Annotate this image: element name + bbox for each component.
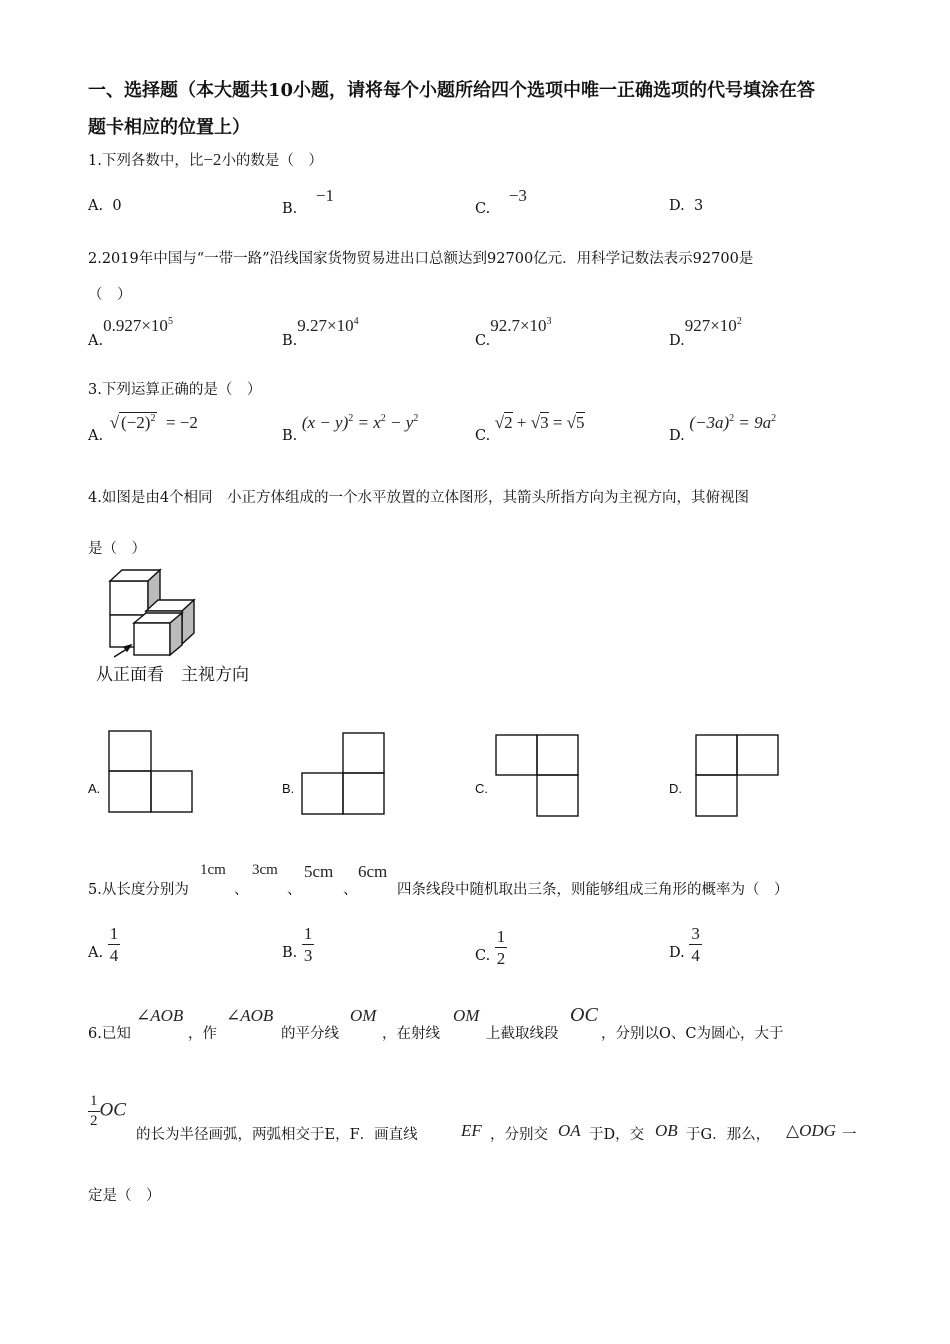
exponent: 2	[380, 413, 386, 424]
tail: − y	[385, 413, 414, 432]
option-letter: D.	[669, 333, 685, 349]
coef: 0.927	[103, 316, 142, 335]
separator: 、	[234, 882, 249, 898]
length-1: 1cm	[200, 862, 226, 878]
option-letter: C.	[475, 201, 491, 217]
q5-option-b[interactable]	[282, 925, 314, 964]
q2-option-c[interactable]	[475, 316, 552, 349]
q2-option-d[interactable]	[669, 316, 742, 349]
numerator: 3	[691, 924, 700, 943]
option-value: −1	[315, 186, 334, 205]
q1-expr: −2	[203, 150, 222, 169]
option-letter: A.	[88, 944, 104, 961]
q6-text-3: 的平分线	[281, 1026, 339, 1042]
math-text: OC	[99, 1099, 126, 1121]
q4-option-a-letter[interactable]: A.	[88, 781, 101, 796]
question-1-stem	[88, 149, 323, 170]
option-letter: D.	[669, 944, 685, 961]
coef: 9.27	[297, 316, 328, 335]
option-value: 0	[112, 198, 122, 214]
question-5-stem-a: 5.从长度分别为	[88, 882, 189, 898]
separator: 、	[287, 882, 302, 898]
math-text: △ODG	[786, 1121, 836, 1140]
q5-option-a[interactable]	[88, 925, 120, 964]
option-letter: A.	[88, 198, 104, 214]
q6-text-7: 的长为半径画弧，两弧相交于E，F．画直线	[136, 1127, 418, 1143]
numerator: 1	[496, 927, 506, 946]
q5-option-c[interactable]	[475, 928, 507, 967]
q1-text-a: 1.下列各数中，比	[88, 153, 204, 169]
exponent: 4	[353, 316, 359, 327]
option-letter: A.	[88, 428, 104, 444]
q6-half-oc	[88, 1094, 126, 1129]
q6-ef	[461, 1121, 482, 1141]
q6-text-12: 定是（ ）	[88, 1188, 161, 1204]
exponent: 2	[413, 413, 419, 424]
q6-triangle-odg	[786, 1121, 836, 1141]
math-text: OB	[655, 1121, 678, 1140]
q1-option-c[interactable]	[475, 186, 527, 217]
radicand: (−2)	[121, 413, 151, 432]
q1-option-a[interactable]	[88, 198, 122, 214]
q6-om-1	[350, 1006, 376, 1026]
q6-ob	[655, 1121, 678, 1141]
lhs: (x − y)	[301, 413, 349, 432]
times-ten: ×10	[710, 316, 737, 335]
option-letter: B.	[282, 201, 298, 217]
q4-option-a-figure[interactable]	[108, 730, 194, 814]
exponent: 2	[736, 316, 742, 327]
section-title-line2: 题卡相应的位置上）	[88, 117, 250, 138]
q6-text-1: 6.已知	[88, 1026, 131, 1042]
q6-text-11: 一	[842, 1127, 857, 1143]
exponent: 2	[150, 413, 156, 424]
cube-stack-figure	[100, 565, 210, 660]
math-text: ∠AOB	[136, 1006, 184, 1025]
option-letter: C.	[475, 947, 491, 964]
exponent: 2	[729, 413, 735, 424]
times-ten: ×10	[141, 316, 168, 335]
q6-text-5: 上截取线段	[486, 1026, 559, 1042]
coef: 927	[684, 316, 711, 335]
separator: 、	[343, 882, 358, 898]
numerator: 1	[90, 1093, 98, 1109]
option-letter: C.	[475, 428, 491, 444]
radicand: 5	[576, 413, 585, 432]
figure-caption: 从正面看 主视方向	[96, 665, 249, 685]
q6-angle-aob-2	[226, 1006, 273, 1026]
coef: 92.7	[490, 316, 520, 335]
q6-oc-1	[570, 1004, 598, 1027]
q5-option-d[interactable]	[669, 925, 702, 964]
q6-text-2: ，作	[188, 1026, 217, 1042]
question-2-stem-line2: （ ）	[88, 287, 132, 303]
q6-text-10: 于G．那么，	[686, 1127, 771, 1143]
q2-option-b[interactable]	[282, 316, 359, 349]
times-ten: ×10	[519, 316, 547, 335]
section-title-line1: 一、选择题（本大题共10小题，请将每个小题所给四个选项中唯一正确选项的代号填涂在答	[88, 80, 816, 101]
rhs: = −2	[165, 413, 198, 432]
q1-option-b[interactable]	[282, 186, 334, 217]
question-2-stem-line1: 2.2019年中国与“一带一路”沿线国家货物贸易进出口总额达到92700亿元．用科学记数法表示92700是	[88, 251, 754, 267]
numerator: 1	[303, 924, 313, 943]
math-text: EF	[461, 1121, 482, 1140]
denominator: 3	[303, 946, 313, 965]
q2-option-a[interactable]	[88, 316, 173, 349]
lhs: (−3a)	[689, 413, 730, 432]
denominator: 2	[496, 949, 506, 968]
q3-option-d[interactable]	[669, 413, 777, 444]
radicand: 2	[504, 413, 513, 432]
question-4-stem-line1: 4.如图是由4个相同 小正方体组成的一个水平放置的立体图形，其箭头所指方向为主视方向，其俯视图	[88, 490, 750, 506]
q4-option-c-figure[interactable]	[495, 734, 581, 818]
times-ten: ×10	[327, 316, 354, 335]
numerator: 1	[109, 924, 119, 943]
q6-text-4: ，在射线	[382, 1026, 440, 1042]
denominator: 4	[691, 946, 700, 965]
option-letter: D.	[669, 428, 685, 444]
option-value: 3	[693, 198, 704, 214]
q3-option-a[interactable]	[88, 413, 198, 444]
exponent: 5	[167, 316, 173, 327]
question-3-stem: 3.下列运算正确的是（ ）	[88, 382, 262, 398]
length-4: 6cm	[358, 862, 388, 881]
q1-text-b: 小的数是（ ）	[221, 153, 323, 169]
q4-option-d-letter[interactable]: D.	[669, 781, 682, 796]
q6-oa	[558, 1121, 581, 1141]
q4-option-b-figure[interactable]	[301, 732, 387, 816]
math-text: OA	[558, 1121, 581, 1140]
option-value: −3	[508, 186, 527, 205]
denominator: 4	[109, 946, 119, 965]
equals: =	[548, 413, 567, 432]
option-letter: D.	[669, 198, 685, 214]
math-text: OM	[453, 1006, 480, 1025]
q4-option-c-letter[interactable]: C.	[475, 781, 488, 796]
sqrt-sign: √	[109, 413, 120, 432]
radicand: 3	[540, 413, 549, 432]
q3-option-b[interactable]	[282, 413, 419, 444]
exponent: 3	[546, 316, 552, 327]
option-letter: B.	[282, 428, 298, 444]
q6-om-2	[453, 1006, 479, 1026]
exponent: 2	[348, 413, 354, 424]
math-text: ∠AOB	[226, 1006, 274, 1025]
math-text: OC	[570, 1004, 598, 1026]
plus: +	[512, 413, 531, 432]
q4-option-b-letter[interactable]: B.	[282, 781, 295, 796]
denominator: 2	[90, 1113, 98, 1129]
question-4-stem-line2: 是（ ）	[88, 541, 146, 557]
math-text: OM	[350, 1006, 377, 1025]
length-2: 3cm	[252, 862, 278, 878]
option-letter: B.	[282, 333, 298, 349]
q6-angle-aob-1	[136, 1006, 183, 1026]
rhs: = 9a	[734, 413, 772, 432]
mid: = x	[353, 413, 381, 432]
length-3: 5cm	[304, 862, 334, 881]
q3-option-c[interactable]: C. √2 + √3 = √5	[475, 413, 585, 444]
q6-text-8: ，分别交	[490, 1127, 548, 1143]
q1-option-d[interactable]	[669, 198, 703, 214]
option-letter: B.	[282, 944, 298, 961]
q6-text-6: ，分别以O、C为圆心，大于	[601, 1026, 784, 1042]
question-5-stem-b: 四条线段中随机取出三条，则能够组成三角形的概率为（ ）	[397, 882, 789, 898]
q4-option-d-figure[interactable]	[695, 734, 781, 818]
q6-text-9: 于D，交	[589, 1127, 645, 1143]
exponent: 2	[771, 413, 777, 424]
option-letter: C.	[475, 333, 491, 349]
option-letter: A.	[88, 333, 104, 349]
